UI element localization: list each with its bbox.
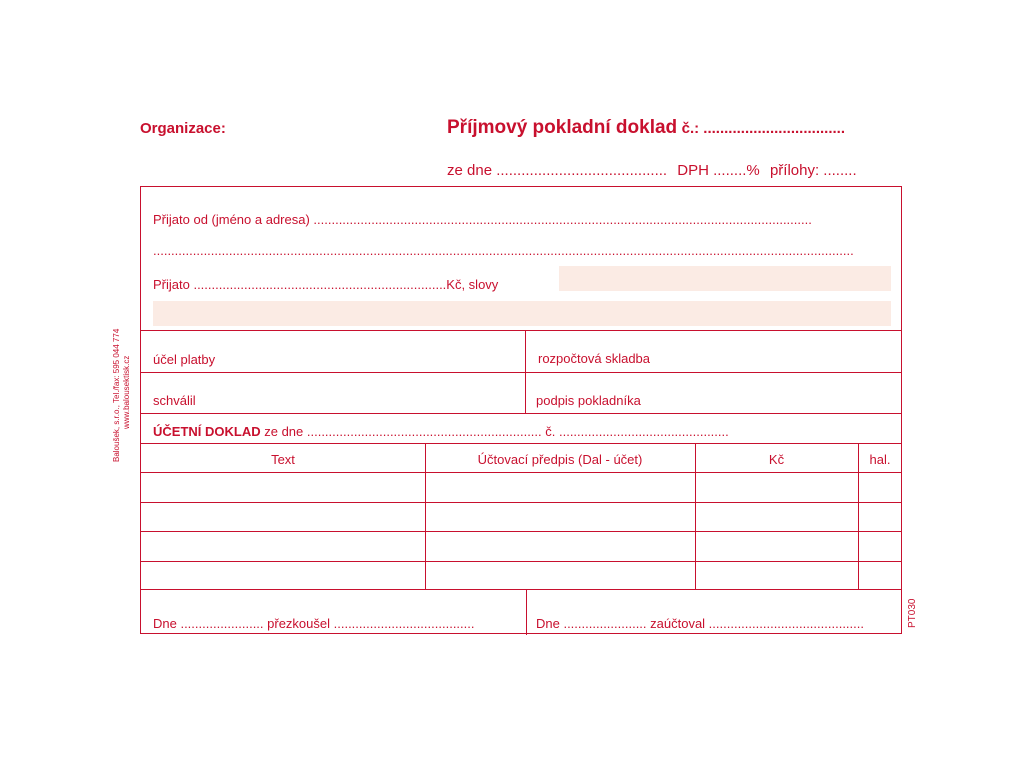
column-divider [695, 443, 696, 589]
accounting-date-number: ze dne ................................................................. č. ............................................... [264, 424, 729, 439]
vat-field: DPH ........% [677, 162, 760, 179]
date-vat-line [447, 162, 863, 179]
checked-by-field: Dne ....................... přezkoušel ....................................... [153, 616, 475, 631]
divider [526, 589, 527, 635]
attachments-field: přílohy: ........ [769, 162, 857, 179]
document-title-row [447, 117, 845, 139]
column-header-hal: hal. [869, 452, 891, 467]
received-from-field: Přijato od (jméno a adresa) .......................................................................................................................................... [153, 212, 812, 227]
budget-label: rozpočtová skladba [538, 351, 651, 366]
divider [141, 413, 901, 414]
table-row [141, 561, 901, 562]
amount-in-words-box-2 [153, 301, 891, 326]
form-code: PT030 [907, 598, 918, 628]
divider [141, 443, 901, 444]
received-amount-field: Přijato ......................................................................Kč, slovy [153, 277, 499, 292]
table-row [141, 502, 901, 503]
divider [141, 372, 901, 373]
column-header-text: Text [271, 452, 295, 467]
cashier-signature-label: podpis pokladníka [536, 393, 641, 408]
column-divider [858, 443, 859, 589]
document-title: Příjmový pokladní doklad [447, 117, 678, 138]
document-number-field: č.: .................................. [681, 120, 845, 137]
purpose-label: účel platby [153, 352, 216, 367]
table-row [141, 589, 901, 590]
approved-label: schválil [153, 393, 196, 408]
publisher-contact: Baloušek, s.r.o., Tel./fax: 595 044 774 [112, 328, 121, 462]
receipt-form [140, 186, 902, 634]
column-header-czk: Kč [768, 452, 785, 467]
column-header-posting: Účtovací předpis (Dal - účet) [477, 452, 643, 467]
amount-in-words-box [559, 266, 891, 291]
posted-by-field: Dne ....................... zaúčtoval ........................................... [536, 616, 864, 631]
date-field: ze dne ......................................... [447, 162, 668, 179]
accounting-heading: ÚČETNÍ DOKLAD [153, 424, 261, 439]
publisher-imprint [112, 329, 132, 462]
divider [141, 330, 901, 331]
table-row [141, 531, 901, 532]
organization-label: Organizace: [140, 120, 226, 137]
column-divider [425, 443, 426, 589]
table-row [141, 472, 901, 473]
accounting-line [153, 424, 729, 439]
address-line-field: .................................................................................................................................................................................................. [153, 243, 854, 258]
publisher-website: www.balousektisk.cz [122, 355, 131, 429]
